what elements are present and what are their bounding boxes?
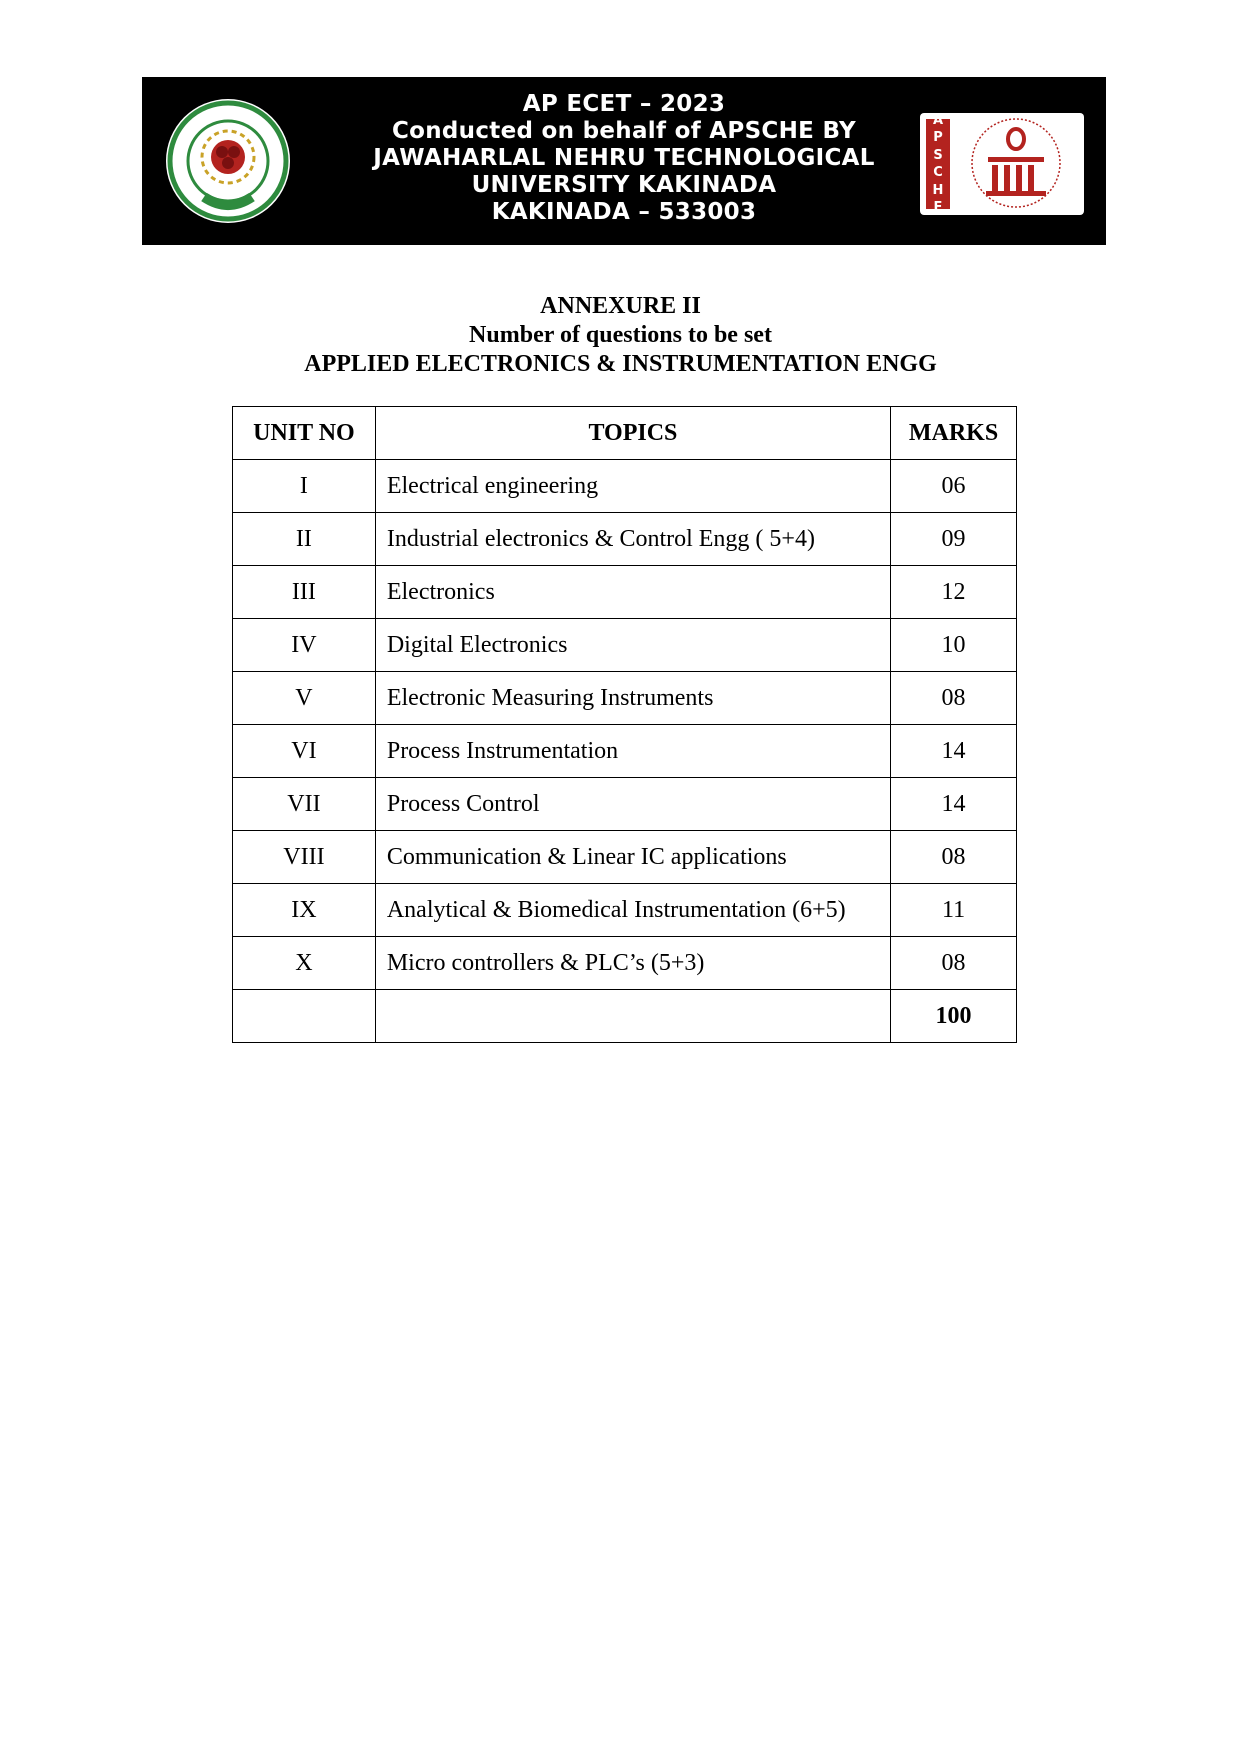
topic-cell: Process Control xyxy=(375,778,890,831)
empty-cell xyxy=(233,990,376,1043)
marks-cell: 08 xyxy=(891,831,1017,884)
annexure-title: ANNEXURE II xyxy=(540,293,701,319)
annexure-heading xyxy=(0,292,1241,379)
table-row xyxy=(233,778,1017,831)
branch-title: APPLIED ELECTRONICS & INSTRUMENTATION ENGG xyxy=(304,351,937,377)
total-marks-cell: 100 xyxy=(891,990,1017,1043)
apsche-letter: P xyxy=(933,130,943,145)
table-row xyxy=(233,460,1017,513)
column-header-unit: UNIT NO xyxy=(233,407,376,460)
unit-cell: II xyxy=(233,513,376,566)
banner-line-3: JAWAHARLAL NEHRU TECHNOLOGICAL xyxy=(373,145,875,171)
total-row xyxy=(233,990,1017,1043)
marks-cell: 08 xyxy=(891,672,1017,725)
unit-cell: VII xyxy=(233,778,376,831)
marks-cell: 09 xyxy=(891,513,1017,566)
table-row xyxy=(233,831,1017,884)
banner-line-4: UNIVERSITY KAKINADA xyxy=(471,172,777,198)
marks-cell: 06 xyxy=(891,460,1017,513)
topic-cell: Industrial electronics & Control Engg ( 5+4) xyxy=(375,513,890,566)
topic-cell: Micro controllers & PLC’s (5+3) xyxy=(375,937,890,990)
topic-cell: Electrical engineering xyxy=(375,460,890,513)
table-row xyxy=(233,672,1017,725)
annexure-subtitle: Number of questions to be set xyxy=(469,322,772,348)
apsche-letter: C xyxy=(933,165,943,180)
table-row xyxy=(233,513,1017,566)
topic-cell: Digital Electronics xyxy=(375,619,890,672)
banner-line-2: Conducted on behalf of APSCHE BY xyxy=(391,118,857,144)
marks-cell: 10 xyxy=(891,619,1017,672)
table-header-row xyxy=(233,407,1017,460)
topic-cell: Electronics xyxy=(375,566,890,619)
unit-cell: X xyxy=(233,937,376,990)
apsche-emblem-icon xyxy=(952,115,1080,213)
column-header-marks: MARKS xyxy=(891,407,1017,460)
apsche-letters xyxy=(926,112,950,215)
unit-cell: VI xyxy=(233,725,376,778)
topic-cell: Communication & Linear IC applications xyxy=(375,831,890,884)
table-row xyxy=(233,725,1017,778)
topic-cell: Process Instrumentation xyxy=(375,725,890,778)
banner-title xyxy=(292,91,956,226)
banner-line-5: KAKINADA – 533003 xyxy=(491,199,757,225)
marks-cell: 14 xyxy=(891,725,1017,778)
apsche-letter: A xyxy=(932,112,944,128)
table-row xyxy=(233,937,1017,990)
column-header-topics: TOPICS xyxy=(375,407,890,460)
topic-cell: Electronic Measuring Instruments xyxy=(375,672,890,725)
empty-cell xyxy=(375,990,890,1043)
unit-cell: VIII xyxy=(233,831,376,884)
unit-cell: IV xyxy=(233,619,376,672)
banner-line-1: AP ECET – 2023 xyxy=(522,91,726,117)
apsche-letter: H xyxy=(932,182,944,198)
marks-cell: 14 xyxy=(891,778,1017,831)
unit-cell: V xyxy=(233,672,376,725)
table-row xyxy=(233,619,1017,672)
header-banner xyxy=(142,77,1106,245)
apsche-logo xyxy=(920,113,1084,215)
jntu-seal-icon xyxy=(164,97,292,225)
topic-cell: Analytical & Biomedical Instrumentation (6+5) xyxy=(375,884,890,937)
unit-cell: I xyxy=(233,460,376,513)
marks-cell: 12 xyxy=(891,566,1017,619)
table-row xyxy=(233,884,1017,937)
apsche-letter: E xyxy=(933,200,943,215)
table-row xyxy=(233,566,1017,619)
marks-cell: 11 xyxy=(891,884,1017,937)
unit-cell: III xyxy=(233,566,376,619)
apsche-letter: S xyxy=(933,147,943,163)
marks-table xyxy=(232,406,1017,1043)
marks-cell: 08 xyxy=(891,937,1017,990)
unit-cell: IX xyxy=(233,884,376,937)
